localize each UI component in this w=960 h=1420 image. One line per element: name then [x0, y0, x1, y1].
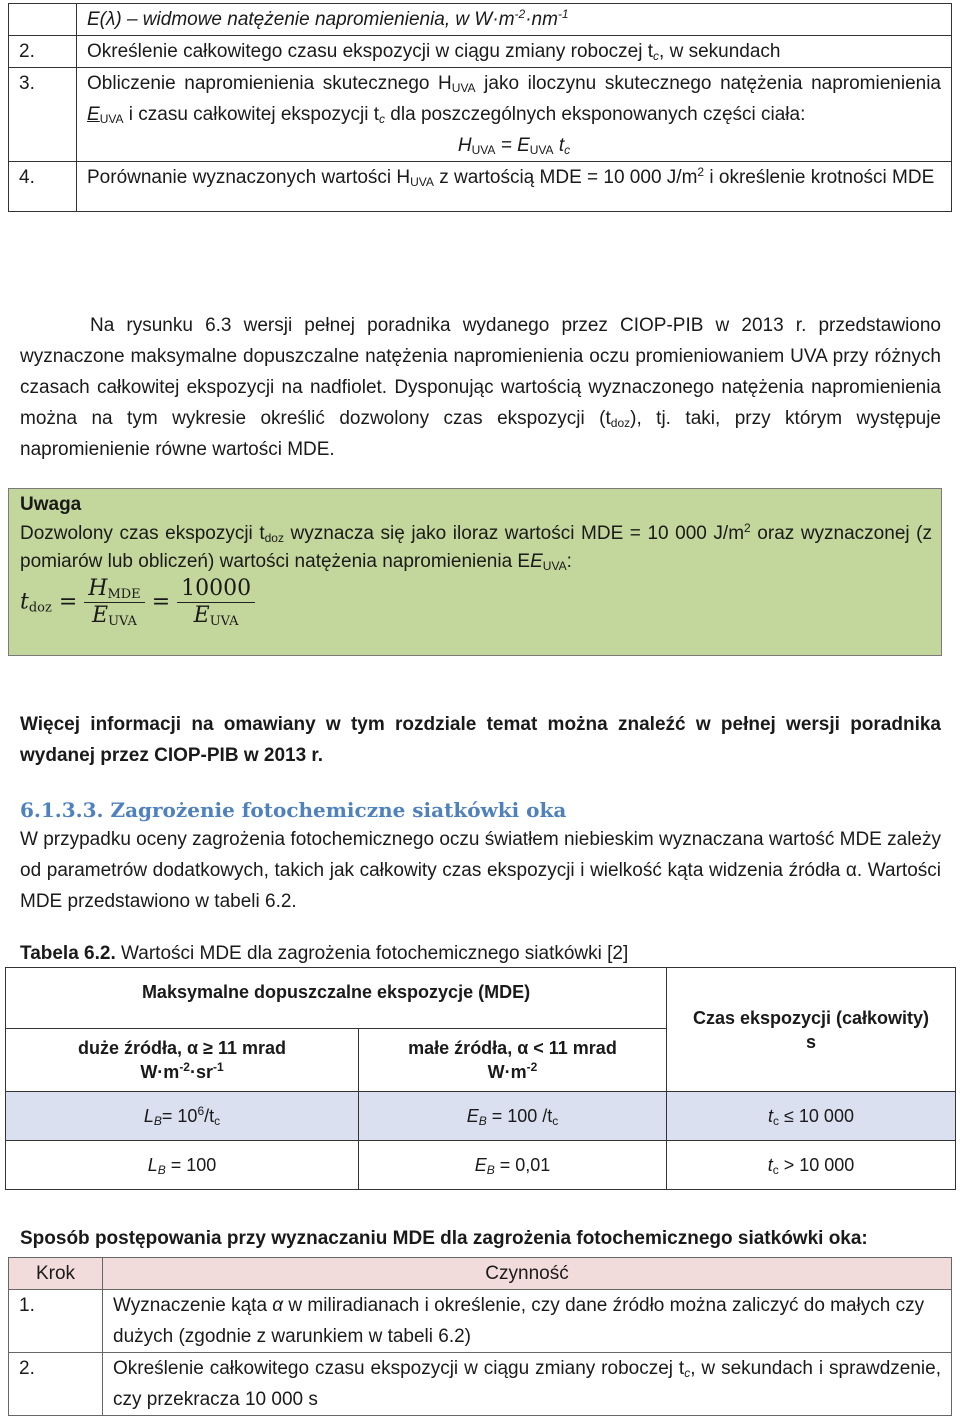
- table-cell: $t_c \le 10$ 000: [667, 1092, 956, 1141]
- table-row: [9, 4, 952, 36]
- formula-tdoz: $t_{doz}$ = $\frac{H_{MDE}}{E_{UVA}}$ = $\frac{10000}{E_{UVA}}$: [20, 576, 941, 629]
- table-caption: Tabela 6.2. Wartości MDE dla zagrożenia fotochemicznego siatkówki [2]: [20, 943, 629, 964]
- note-title: Uwaga: [20, 494, 82, 515]
- table-header: Maksymalne dopuszczalne ekspozycje (MDE): [6, 968, 667, 1029]
- step-number: 4.: [9, 162, 77, 212]
- table-header: Krok: [9, 1258, 103, 1290]
- table-row: [9, 162, 952, 212]
- mde-table: [5, 967, 956, 1190]
- table-header: Czynność: [103, 1258, 952, 1290]
- table-row: [6, 968, 956, 1029]
- table-row: [6, 1092, 956, 1141]
- more-info-paragraph: Więcej informacji na omawiany w tym rozdziale temat można znaleźć w pełnej wersji poradnika wydanej przez CIOP-PIB w 2013 r.: [20, 714, 941, 766]
- procedure-heading: Sposób postępowania przy wyznaczaniu MDE dla zagrożenia fotochemicznego siatkówki oka:: [20, 1228, 868, 1249]
- step-number: 2.: [9, 1353, 103, 1416]
- procedure-table: [8, 1257, 952, 1416]
- formula-huva: $H_{UVA} = E_{UVA}$ $t_c$: [457, 135, 571, 157]
- table-cell: $L_B = 100$: [6, 1141, 359, 1190]
- step-text: Wyznaczenie kąta α w miliradianach i określenie, czy dane źródło można zaliczyć do małych czy dużych (zgodnie z warunkiem w tabeli 6.2): [103, 1290, 952, 1353]
- step-number: 3.: [9, 68, 77, 162]
- table-row: [9, 1353, 952, 1416]
- step-text: Porównanie wyznaczonych wartości $H_{UVA}$ z wartością MDE = 10 000 $J/m^2$ i określenie krotności MDE: [77, 162, 952, 212]
- step-text: Określenie całkowitego czasu ekspozycji w ciągu zmiany roboczej $t_c$, w sekundach i sprawdzenie, czy przekracza 10 000 s: [103, 1353, 952, 1416]
- intro-paragraph: Na rysunku 6.3 wersji pełnej poradnika wydanego przez CIOP-PIB w 2013 r. przedstawiono wyznaczone maksymalne dopuszczalne natężenia napromienienia oczu promieniowaniem UVA przy różnych czasach całkowitej ekspozycji na nadfiolet. Dysponując wartością wyznaczonego natężenia napromienienia można na tym wykresie określić dozwolony czas ekspozycji $(t_{doz})$, tj. taki, przy którym występuje napromienienie równe wartości MDE.: [20, 315, 941, 460]
- step-text: E(λ) – widmowe natężenie napromienienia, w $W\cdot m^{-2}\cdot nm^{-1}$: [77, 4, 952, 36]
- table-cell: $E_B = 0,01$: [359, 1141, 667, 1190]
- procedure-steps-table-top: [8, 3, 952, 212]
- step-text: Obliczenie napromienienia skutecznego $H_{UVA}$ jako iloczynu skutecznego natężenia napromienienia $E_{UVA}$ i czasu całkowitej ekspozycji $t_c$ dla poszczególnych eksponowanych części ciała: $H_{UVA} = E_{UVA}$ $t_c$: [77, 68, 952, 162]
- table-cell: $E_B = 100$ $/t_c$: [359, 1092, 667, 1141]
- table-row: [6, 1141, 956, 1190]
- table-row: [9, 68, 952, 162]
- table-row: [9, 1290, 952, 1353]
- section-heading: 6.1.3.3. Zagrożenie fotochemiczne siatkówki oka: [20, 798, 567, 822]
- step-number: 1.: [9, 1290, 103, 1353]
- table-row: [9, 36, 952, 68]
- section-body: W przypadku oceny zagrożenia fotochemicznego oczu światłem niebieskim wyznaczana wartość MDE zależy od parametrów dodatkowych, takich jak całkowity czas ekspozycji i wielkość kąta widzenia źródła α. Wartości MDE przedstawiono w tabeli 6.2.: [20, 829, 941, 912]
- table-header: małe źródła, α < 11 mrad $W\cdot m^{-2}$: [359, 1029, 667, 1092]
- table-header: duże źródła, α ≥ 11 mrad $W\cdot m^{-2}\cdot sr^{-1}$: [6, 1029, 359, 1092]
- step-text: Określenie całkowitego czasu ekspozycji w ciągu zmiany roboczej $t_c$, w sekundach: [77, 36, 952, 68]
- table-row: [9, 1258, 952, 1290]
- table-header: Czas ekspozycji (całkowity) s: [667, 968, 956, 1092]
- note-text: Dozwolony czas ekspozycji $t_{doz}$ wyznacza się jako iloraz wartości MDE = 10 000 $J/m^2$ oraz wyznaczonej (z pomiarów lub obliczeń) wartości natężenia napromienienia $EE_{UVA}$:: [20, 521, 932, 573]
- table-cell: $t_c > 10$ 000: [667, 1141, 956, 1190]
- step-number: 2.: [9, 36, 77, 68]
- note-box: [8, 488, 942, 656]
- table-cell: $L_B= 10^6/t_c$: [6, 1092, 359, 1141]
